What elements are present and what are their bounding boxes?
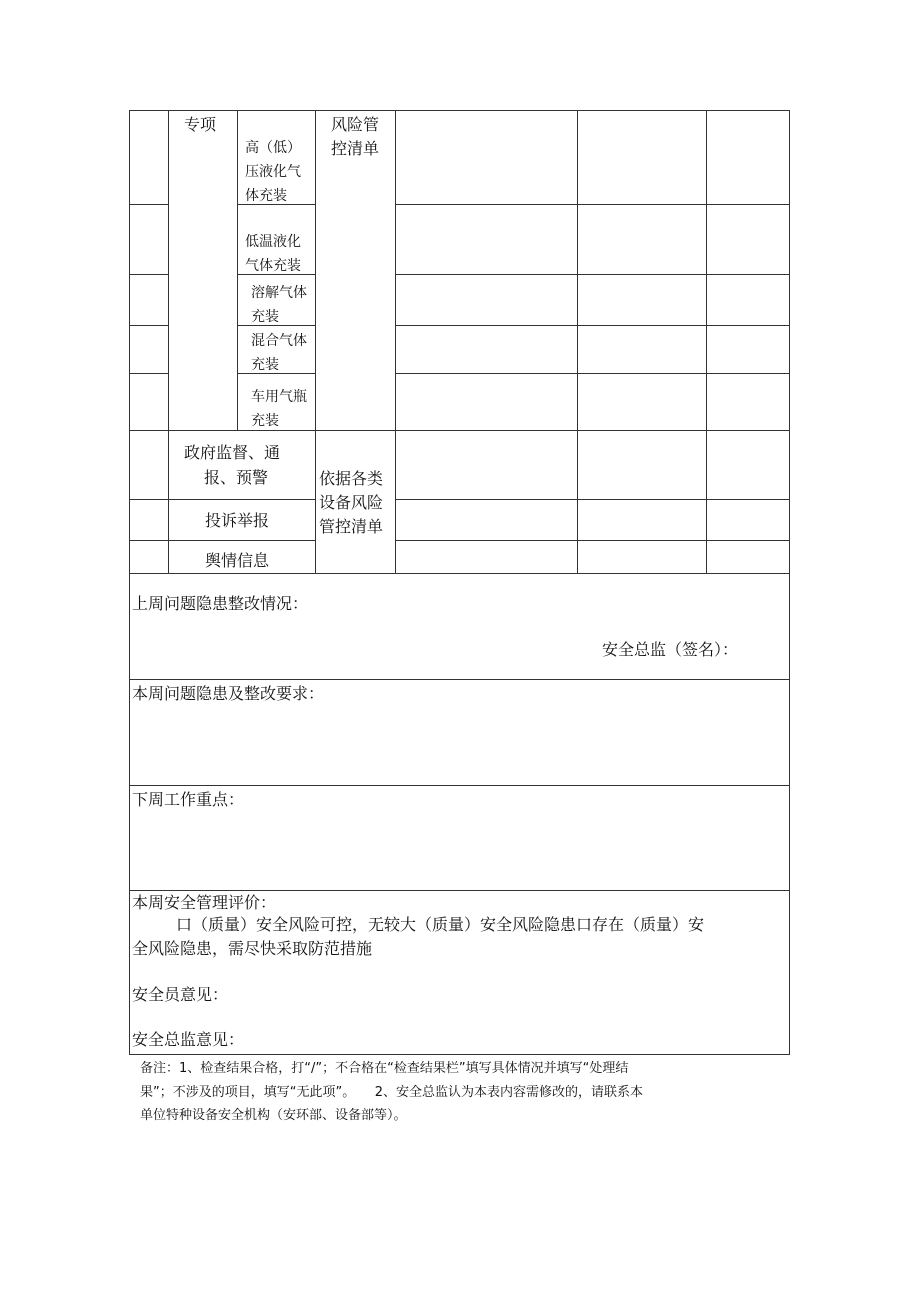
equipment-list-line2: 设备风险	[319, 493, 384, 512]
equipment-list-line3: 管控清单	[319, 517, 384, 536]
director-signature-label: 安全总监（签名）：	[602, 640, 739, 659]
item-line: 混合气体	[251, 333, 307, 349]
item-line: 体充装	[245, 188, 287, 204]
last-week-rectification-label: 上周问题隐患整改情况：	[132, 594, 309, 613]
item-line: 溶解气体	[251, 285, 307, 301]
next-week-focus-label: 下周工作重点：	[132, 790, 245, 809]
government-supervision-line2: 报、预警	[204, 468, 269, 487]
evaluation-text-line2: 全风险隐患，需尽快采取防范措施	[132, 939, 373, 958]
item-line: 气体充装	[245, 258, 301, 274]
item-line: 低温液化	[245, 234, 301, 250]
item-line: 车用气瓶	[251, 389, 307, 405]
item-line: 充装	[251, 357, 279, 373]
equipment-list-line1: 依据各类	[319, 469, 384, 488]
safety-evaluation-label: 本周安全管理评价：	[132, 893, 277, 912]
special-group-label: 专项	[184, 115, 217, 134]
government-supervision-line1: 政府监督、通	[184, 443, 281, 462]
evaluation-text-line1: 口（质量）安全风险可控，无较大（质量）安全风险隐患口存在（质量）安	[176, 915, 705, 934]
safety-director-opinion-label: 安全总监意见：	[132, 1030, 245, 1049]
item-line: 充装	[251, 413, 279, 429]
item-line: 充装	[251, 309, 279, 325]
risk-list-label: 风险管控清单	[331, 115, 380, 158]
this-week-issues-label: 本周问题隐患及整改要求：	[132, 684, 325, 703]
footnote-line1: 备注：1、检查结果合格，打“/”；不合格在“检查结果栏”填写具体情况并填写“处理结	[140, 1061, 629, 1076]
footnote-line3: 单位特种设备安全机构（安环部、设备部等）。	[140, 1108, 407, 1123]
public-opinion: 舆情信息	[205, 551, 270, 570]
safety-officer-opinion-label: 安全员意见：	[132, 985, 229, 1004]
complaint-report: 投诉举报	[205, 511, 270, 530]
item-line: 高（低）	[245, 140, 301, 156]
item-line: 压液化气	[245, 164, 301, 180]
footnote-line2: 果”；不涉及的项目，填写“无此项”。 2、安全总监认为本表内容需修改的，请联系本	[140, 1085, 643, 1100]
